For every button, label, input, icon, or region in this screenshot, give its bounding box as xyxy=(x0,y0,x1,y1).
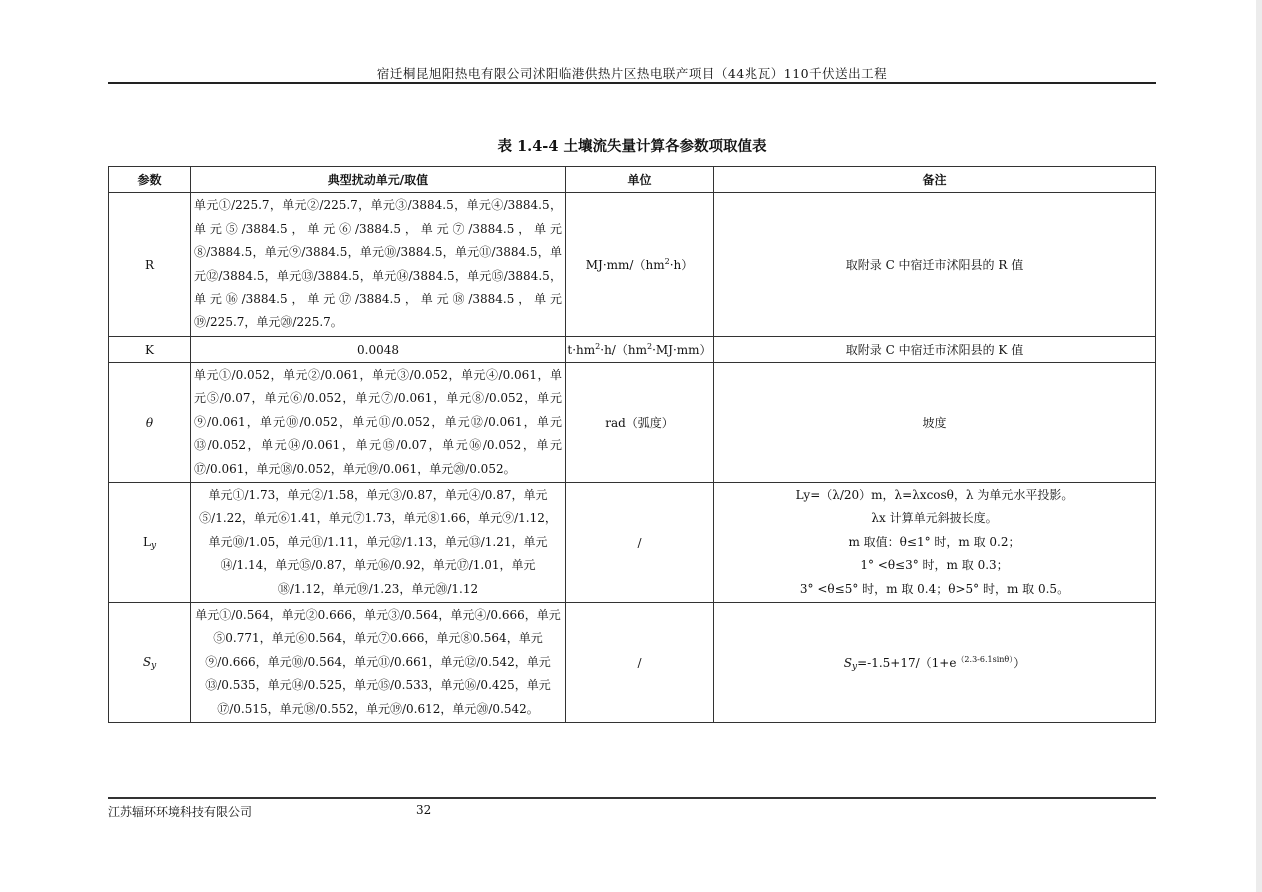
unit-text: t·hm xyxy=(567,343,596,357)
param-subscript: y xyxy=(151,660,157,671)
param-cell: θ xyxy=(109,363,191,483)
note-line: 3° <θ≤5° 时，m 取 0.4；θ>5° 时，m 取 0.5。 xyxy=(799,581,1070,596)
values-cell: 单元①/0.052，单元②/0.061，单元③/0.052，单元④/0.061，单元⑤/0.07，单元⑥/0.052，单元⑦/0.061，单元⑧/0.052，单元⑨/0.061，单元⑩/0.052，单元⑪/0.052，单元⑫/0.061，单元⑬/0.052，单元⑭/0.061，单元⑮/0.07，单元⑯/0.052，单元⑰/0.061，单元⑱/0.052，单元⑲/0.061，单元⑳/0.052。 xyxy=(191,363,566,483)
column-header: 典型扰动单元/取值 xyxy=(191,167,566,193)
unit-text: ·h） xyxy=(669,258,694,272)
table-row xyxy=(109,337,1156,363)
table-row xyxy=(109,483,1156,603)
unit-superscript: 2 xyxy=(664,257,670,266)
unit-cell: / xyxy=(566,483,714,603)
unit-text: ·h/（hm xyxy=(600,343,647,357)
param-cell: R xyxy=(109,193,191,337)
formula-symbol: S xyxy=(843,655,852,670)
unit-superscript: 2 xyxy=(595,342,601,351)
unit-superscript: 2 xyxy=(646,342,653,351)
param-cell xyxy=(109,483,191,603)
formula-exponent: （2.3-6.1sinθ） xyxy=(956,654,1014,664)
footer-company: 江苏辐环环境科技有限公司 xyxy=(108,805,253,819)
param-symbol: L xyxy=(142,534,151,549)
column-header: 备注 xyxy=(714,167,1156,193)
note-cell: 取附录 C 中宿迁市沭阳县的 R 值 xyxy=(714,193,1156,337)
note-line: Ly=（λ/20）m，λ=λxcosθ，λ 为单元水平投影。 xyxy=(795,488,1074,503)
footer-rule xyxy=(108,797,1156,799)
note-line: λx 计算单元斜披长度。 xyxy=(871,511,998,526)
formula-cell xyxy=(714,603,1156,723)
formula-main: =-1.5+17/（1+e xyxy=(857,655,957,670)
note-cell xyxy=(714,483,1156,603)
formula-tail: ） xyxy=(1013,655,1026,670)
values-cell: 单元①/1.73，单元②/1.58，单元③/0.87，单元④/0.87，单元⑤/1.22，单元⑥1.41，单元⑦1.73，单元⑧1.66，单元⑨/1.12，单元⑩/1.05，单元⑪/1.11，单元⑫/1.13，单元⑬/1.21，单元⑭/1.14，单元⑮/0.87，单元⑯/0.92，单元⑰/1.01，单元⑱/1.12，单元⑲/1.23，单元⑳/1.12 xyxy=(191,483,566,603)
table-row xyxy=(109,603,1156,723)
table-header-row xyxy=(109,167,1156,193)
unit-cell: rad（弧度） xyxy=(566,363,714,483)
param-subscript: y xyxy=(150,540,157,551)
note-line: 1° <θ≤3° 时，m 取 0.3； xyxy=(860,558,1009,573)
column-header: 参数 xyxy=(109,167,191,193)
page-edge-shadow xyxy=(1256,0,1262,892)
page-number: 32 xyxy=(416,803,432,817)
values-cell: 单元①/0.564，单元②0.666，单元③/0.564，单元④/0.666，单元⑤0.771，单元⑥0.564，单元⑦0.666，单元⑧0.564，单元⑨/0.666，单元⑩/0.564，单元⑪/0.661，单元⑫/0.542，单元⑬/0.535，单元⑭/0.525，单元⑮/0.533，单元⑯/0.425，单元⑰/0.515，单元⑱/0.552，单元⑲/0.612，单元⑳/0.542。 xyxy=(191,603,566,723)
column-header: 单位 xyxy=(566,167,714,193)
note-line: m 取值：θ≤1° 时，m 取 0.2； xyxy=(848,534,1021,549)
unit-text: MJ·mm/（hm xyxy=(585,258,665,272)
note-cell: 坡度 xyxy=(714,363,1156,483)
table-row xyxy=(109,193,1156,337)
values-cell: 0.0048 xyxy=(191,337,566,363)
param-cell xyxy=(109,603,191,723)
parameter-table xyxy=(108,166,1156,723)
note-cell: 取附录 C 中宿迁市沭阳县的 K 值 xyxy=(714,337,1156,363)
formula-subscript: y xyxy=(851,661,858,672)
param-symbol: S xyxy=(142,654,152,669)
table-row xyxy=(109,363,1156,483)
unit-cell xyxy=(566,337,714,363)
unit-cell: / xyxy=(566,603,714,723)
header-rule xyxy=(108,82,1156,84)
unit-cell xyxy=(566,193,714,337)
running-header: 宿迁桐昆旭阳热电有限公司沭阳临港供热片区热电联产项目（44兆瓦）110千伏送出工程 xyxy=(376,66,888,81)
table-title: 表 1.4-4 土壤流失量计算各参数项取值表 xyxy=(497,138,767,155)
param-cell: K xyxy=(109,337,191,363)
values-cell: 单元①/225.7，单元②/225.7，单元③/3884.5，单元④/3884.5，单元⑤/3884.5，单元⑥/3884.5，单元⑦/3884.5，单元⑧/3884.5，单元⑨/3884.5，单元⑩/3884.5，单元⑪/3884.5，单元⑫/3884.5，单元⑬/3884.5，单元⑭/3884.5，单元⑮/3884.5，单元⑯/3884.5，单元⑰/3884.5，单元⑱/3884.5，单元⑲/225.7，单元⑳/225.7。 xyxy=(191,193,566,337)
unit-text: ·MJ·mm） xyxy=(652,343,712,357)
